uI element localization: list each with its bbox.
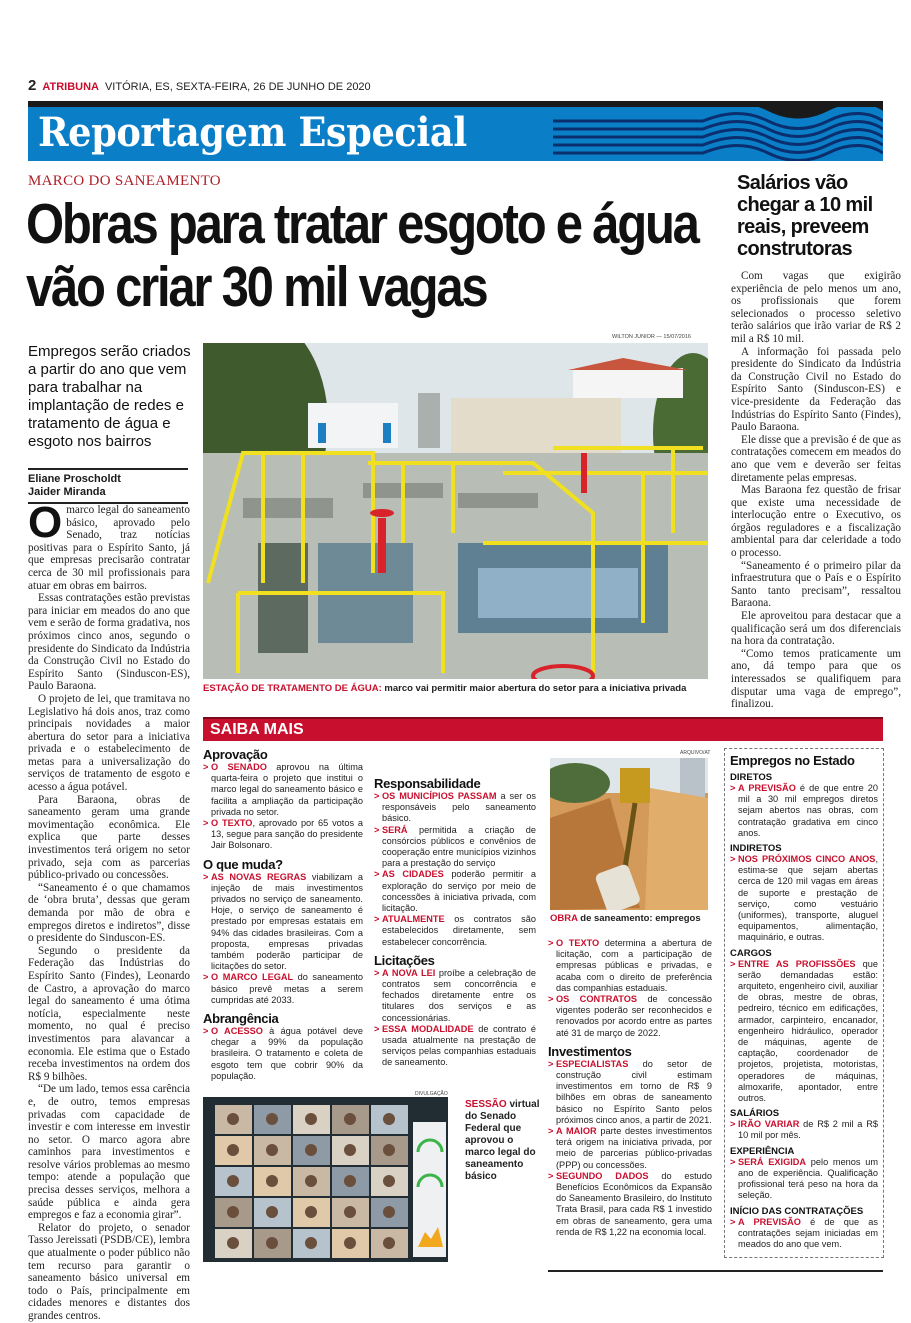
participant-face (266, 1144, 278, 1156)
bullet-text: à água potável deve chegar a 99% da população brasileira. O tratamento e coleta de esgoto tem que cobrir 90% da população. (211, 1026, 363, 1081)
photo-caption (465, 1099, 540, 1183)
bullet-text: do estudo Benefícios Econômicos da Expansão do Saneamento Brasileiro, do Instituto Trata Brasil, para cada R$ 1 investido em obras de saneamento, gera uma renda de R$ 1,22 na economia local. (556, 1170, 712, 1237)
participant-face (266, 1175, 278, 1187)
saiba-mais-title: SAIBA MAIS (210, 721, 304, 738)
bullet-item (730, 854, 878, 944)
participant-face (383, 1113, 395, 1125)
bullet-lead: A PREVISÃO (738, 783, 796, 793)
participant-face (227, 1113, 239, 1125)
box-title: Empregos no Estado (730, 753, 855, 768)
bullet-item (730, 1157, 878, 1202)
author-name: Eliane Proscholdt (28, 473, 121, 485)
box-subheading: DIRETOS (730, 772, 773, 783)
sidebar-paragraph: A informação foi passada pelo presidente do Sindicato da Indústria da Construção Civil no Estado do Espírito Santo (Sinduscon-ES) e vice-presidente da Federação das Indústrias do Espírito Santo (Findes), Paulo Baraona. (731, 345, 901, 434)
photo-credit: DIVULGAÇÃO (415, 1091, 448, 1097)
section-title: Reportagem Especial (38, 109, 467, 156)
article-paragraph: marco legal do saneamento básico, aprovado pelo Senado, traz notícias positivas para o Espírito Santo, já que empresas precisarão contratar cerca de 30 mil profissionais para atuar em obras em bairros. (28, 504, 190, 592)
bullet-text: é de que entre 20 mil a 30 mil empregos diretos sejam abertos nas obras, com contratação gradativa em cinco anos. (738, 783, 878, 838)
bullet-text: proíbe a celebração de contratos sem concorrência e fechados diretamente entre os titulares dos serviços e as concessionárias. (382, 967, 536, 1023)
participant-face (227, 1206, 239, 1218)
water-treatment-image (203, 343, 708, 679)
section-banner (28, 107, 883, 161)
article-headline: Obras para tratar esgoto e água vão criar 30 mil vagas (26, 192, 698, 319)
dateline: VITÓRIA, ES, SEXTA-FEIRA, 26 DE JUNHO DE 2020 (104, 81, 371, 93)
article-paragraph: Essas contratações estão previstas para iniciar em meados do ano que vem e serão de forma gradativa, nos próximos cinco anos, segundo o presidente do Sindicato da Indústria da Construção Civil no Estado do Espírito Santo (Sinduscon-ES), Paulo Baraona. (28, 592, 190, 693)
bullet-item (548, 1126, 712, 1171)
bullet-lead: ENTRE AS PROFISSÕES (738, 958, 856, 969)
bullet-lead: AS CIDADES (382, 869, 444, 880)
caption-lead: SESSÃO (465, 1099, 507, 1110)
participant-face (266, 1206, 278, 1218)
bullet-item (203, 872, 363, 973)
bullet-item (203, 818, 363, 852)
construction-photo (550, 758, 708, 910)
empregos-box (724, 748, 884, 1258)
bullet-lead: O TEXTO (211, 818, 253, 829)
box-subheading: INÍCIO DAS CONTRATAÇÕES (730, 1205, 864, 1217)
participant-face (383, 1237, 395, 1249)
bullet-lead: ESPECIALISTAS (556, 1058, 629, 1069)
sidebar-headline: Salários vão chegar a 10 mil reais, preveem construtoras (737, 172, 873, 260)
bullet-lead: OS CONTRATOS (556, 994, 638, 1005)
article-body (28, 498, 190, 1323)
bullet-lead: ATUALMENTE (382, 914, 445, 925)
bullet-item (203, 1026, 363, 1082)
section-heading: Investimentos (548, 1043, 632, 1059)
bullet-lead: IRÃO VARIAR (738, 1119, 800, 1130)
sidebar-body (731, 270, 901, 711)
bullet-lead: O TEXTO (556, 938, 600, 948)
section-heading: Aprovação (203, 747, 268, 762)
bullet-item (374, 914, 536, 948)
bullet-text: os contratos são estabelecidos diretamente, sem estabelecer concorrência. (382, 914, 536, 947)
caption-text: virtual do Senado Federal que aprovou o marco legal do saneamento básico (465, 1099, 540, 1182)
sidebar-paragraph: Mas Baraona fez questão de frisar que existe uma necessidade de interlocução entre o Executivo, os órgãos reguladores e a fiscalização ambiental para dar celeridade a todo o processo. (731, 484, 901, 560)
bullet-text: , aprovado por 65 votos a 13, segue para sanção do presidente Jair Bolsonaro. (211, 818, 363, 851)
bullet-lead: NOS PRÓXIMOS CINCO ANOS (738, 854, 876, 865)
wave-decoration-icon (553, 107, 883, 161)
participant-face (227, 1175, 239, 1187)
page-number: 2 (28, 77, 37, 94)
participant-face (344, 1206, 356, 1218)
bullet-item (374, 825, 536, 870)
caption-text: marco vai permitir maior abertura do setor para a iniciativa privada (381, 683, 687, 694)
participant-face (344, 1237, 356, 1249)
bullet-text: do saneamento básico prevê metas a serem cumpridas até 2033. (211, 972, 363, 1005)
saiba-mais-banner (203, 717, 883, 741)
bullet-item (730, 1217, 878, 1251)
bullet-text: aprovou na última quarta-feira o projeto que institui o marco legal do saneamento básico e facilita a ampliação da participação privada no setor. (211, 762, 363, 817)
bottom-rule (548, 1270, 883, 1272)
section-heading: Licitações (374, 952, 435, 968)
bullet-item (730, 783, 878, 839)
bullet-item (374, 1024, 536, 1069)
bullet-item (374, 791, 536, 825)
bullet-lead: SERÁ EXIGIDA (738, 1156, 807, 1167)
article-paragraph: Para Baraona, obras de saneamento geram uma grande movimentação econômica. Ele explica que parte desses investimentos terá origem no setor privado, seja com as parcerias público-privado ou concessões. (28, 793, 190, 882)
participant-face (383, 1144, 395, 1156)
bullet-item (730, 959, 878, 1105)
sidebar-paragraph: “Como temos praticamente um ano, dá tempo para que os interessados se qualifiquem para disputar uma vaga de emprego”, finalizou. (731, 647, 901, 711)
bullet-text: do setor de construção civil estimam investimentos em torno de R$ 9 bilhões em obras de saneamento básico no Espírito Santo pelos próximos cinco anos, a partir de 2021. (556, 1058, 712, 1125)
caption-lead: ESTAÇÃO DE TRATAMENTO DE ÁGUA: (203, 683, 382, 694)
bullet-text: , estima-se que sejam abertas cerca de 120 mil vagas em áreas de suporte e prestação de serviço, como vestuário (uniformes), transporte, aluguel equipamentos, alimentação, maquinário, e outras. (738, 854, 878, 943)
bullet-item (730, 1119, 878, 1141)
box-subheading: EXPERIÊNCIA (730, 1145, 795, 1157)
bullet-text: parte destes investimentos terá origem na iniciativa privada, por meio de parcerias público-privadas (PPP) ou concessões. (556, 1126, 712, 1170)
participant-face (227, 1144, 239, 1156)
participant-face (344, 1144, 356, 1156)
sidebar-paragraph: “Saneamento é o primeiro pilar da infraestrutura que o País e o Espírito Santo tanto precisam”, ressaltou Baraona. (731, 559, 901, 610)
sidebar-paragraph: Ele aproveitou para destacar que a qualificação será um dos diferenciais na hora da contratação. (731, 610, 901, 648)
bullet-lead: O SENADO (211, 762, 267, 772)
bullet-lead: A MAIOR (556, 1126, 597, 1137)
participant-face (383, 1175, 395, 1187)
box-subheading: CARGOS (730, 947, 772, 959)
bullet-item (548, 1171, 712, 1238)
bullet-item (548, 994, 712, 1039)
article-paragraph: Relator do projeto, o senador Tasso Jereissati (PSDB/CE), lembra que atualmente o poder público não tem recurso para garantir o saneamento básico universal em todo o País, principalmente em cidades menores e distantes dos grandes centros. (28, 1221, 190, 1322)
participant-face (305, 1237, 317, 1249)
page-header (28, 77, 371, 94)
photo-credit: ARQUIVO/AT (680, 750, 711, 756)
bullet-item (203, 972, 363, 1006)
participant-face (344, 1113, 356, 1125)
video-conference-image (203, 1097, 448, 1262)
participant-face (305, 1175, 317, 1187)
bullet-text: é de que as contratações sejam iniciadas em meados do ano que vem. (738, 1216, 878, 1249)
bullet-lead: O ACESSO (211, 1026, 263, 1037)
drop-cap: O (28, 498, 63, 547)
bullet-text: pelo menos um ano de experiência. Qualificação profissional terá peso na hora da seleção. (738, 1156, 879, 1201)
bullet-lead: ESSA MODALIDADE (382, 1023, 474, 1034)
bullet-text: de concessão vigentes poderão ser reconhecidos e renovados por acordo entre as partes até 31 de março de 2022. (556, 994, 712, 1038)
bullet-text: permitida a criação de consórcios públicos e convênios de cooperação entre municípios vizinhos para a prestação do serviço (382, 824, 536, 869)
bullet-lead: A NOVA LEI (382, 967, 436, 978)
bullet-text: que serão demandadas estão: arquiteto, engenheiro civil, auxiliar de obras, mestre de obras, pedreiro, técnico em edificações, armador, carpinteiro, encanador, engenheiro hidráulico, operador de máquinas, agente de captação, coordenador de projetos, projetista, motoristas, operadores de máquinas, almoxarife, apontador, entre outros. (738, 958, 878, 1104)
bullet-lead: A PREVISÃO (738, 1216, 801, 1227)
photo-credit: WILTON JUNIOR — 15/07/2016 (612, 334, 691, 340)
bullet-item (203, 762, 363, 818)
article-paragraph: O projeto de lei, que tramitava no Legislativo há dois anos, traz como principais novidades a maior abertura do setor para a iniciativa privada e o estabelecimento de metas para a universalização do serviços de tratamento de esgoto e acesso a água potável. (28, 692, 190, 794)
participant-face (305, 1144, 317, 1156)
bullet-text: viabilizam a injeção de mais investimentos privados no serviço de saneamento. Hoje, o serviço de saneamento é prestado por empresas estatais em 94% das cidades brasileiras. Com a proposta, empresas privadas também poderão participar de licitações do setor. (211, 871, 363, 972)
author-name: Jaider Miranda (28, 486, 106, 498)
bullet-item (374, 968, 536, 1024)
excavation-image (550, 758, 708, 910)
bullet-text: de R$ 2 mil a R$ 10 mil por mês. (738, 1119, 878, 1141)
participant-face (305, 1113, 317, 1125)
article-kicker: MARCO DO SANEAMENTO (28, 173, 221, 189)
saiba-mais-column-3 (548, 938, 712, 1238)
bullet-item (374, 869, 536, 914)
article-paragraph: “De um lado, temos essa carência e, de outro, temos empresas privadas com capacidade de investir e com interesse em investir no setor. O marco agora abre caminhos para investimentos e resolve vários problemas ao mesmo tempo: atende a população que precisa desses serviços, melhora a saúde pública e ainda gera empregos e faz a economia girar”. (28, 1083, 190, 1222)
article-lead: Empregos serão criados a partir do ano que vem para trabalhar na implantação de redes e tratamento de água e esgoto nos bairros (28, 343, 191, 450)
participant-face (266, 1113, 278, 1125)
bullet-lead: SERÁ (382, 824, 408, 835)
caption-lead: OBRA (550, 913, 578, 924)
bullet-lead: AS NOVAS REGRAS (211, 871, 307, 882)
sidebar-paragraph: Com vagas que exigirão experiência de pelo menos um ano, os profissionais que forem selecionados o processo seletivo terão salários que irão variar de R$ 2 mil a R$ 10 mil. (731, 270, 901, 345)
participant-face (383, 1206, 395, 1218)
box-subheading: SALÁRIOS (730, 1108, 780, 1120)
participant-face (227, 1237, 239, 1249)
section-heading: Responsabilidade (374, 776, 481, 791)
photo-caption (550, 913, 701, 924)
bullet-text: a ser os responsáveis pelo saneamento básico. (382, 791, 537, 824)
photo-caption (203, 683, 723, 694)
bullet-text: determina a abertura de licitação, com a participação de empresas públicas e privadas, e acaba com o direito de preferência das companhias estaduais. (556, 938, 712, 993)
bullet-item (548, 1059, 712, 1126)
box-subheading: INDIRETOS (730, 843, 782, 855)
brand-logo: ATRIBUNA (42, 81, 99, 93)
participant-face (266, 1237, 278, 1249)
bullet-text: poderão permitir a exploração do serviço por meio de concessões à iniciativa privada, com licitação. (382, 869, 536, 914)
bullet-lead: O MARCO LEGAL (211, 972, 294, 983)
bullet-item (548, 938, 712, 994)
sidebar-paragraph: Ele disse que a previsão é de que as contratações comecem em meados do ano que vem e deverão ser feitas diretamente pelas empresas. (731, 433, 901, 484)
bullet-lead: SEGUNDO DADOS (556, 1170, 649, 1181)
saiba-mais-column-2 (374, 755, 536, 1069)
participant-face (344, 1175, 356, 1187)
article-paragraph: “Saneamento é o que chamamos de ‘obra bruta’, dessas que geram demanda por mão de obra e empregos diretos e indiretos”, disse o presidente do Sinduscon-ES. (28, 881, 190, 945)
bullet-lead: OS MUNICÍPIOS PASSAM (382, 791, 497, 801)
article-paragraph: Segundo o presidente da Federação das Indústrias do Espírito Santo (Findes), Leonardo de Castro, a aprovação do marco legal do saneamento é uma ótima notícia, especialmente neste momento, no qual é preciso investimentos para alavancar a economia. Ele estima que o Estado receba investimentos na ordem dos R$ 9 bilhões. (28, 944, 190, 1083)
section-heading: O que muda? (203, 856, 283, 872)
caption-text: de saneamento: empregos (577, 913, 701, 924)
participant-face (305, 1206, 317, 1218)
water-treatment-photo (203, 343, 708, 679)
bullet-text: de contrato é usada atualmente na prestação de serviços pelas companhias estaduais de saneamento. (382, 1023, 536, 1068)
saiba-mais-column-1 (203, 748, 363, 1082)
senate-session-photo (203, 1097, 448, 1262)
section-heading: Abrangência (203, 1011, 279, 1027)
